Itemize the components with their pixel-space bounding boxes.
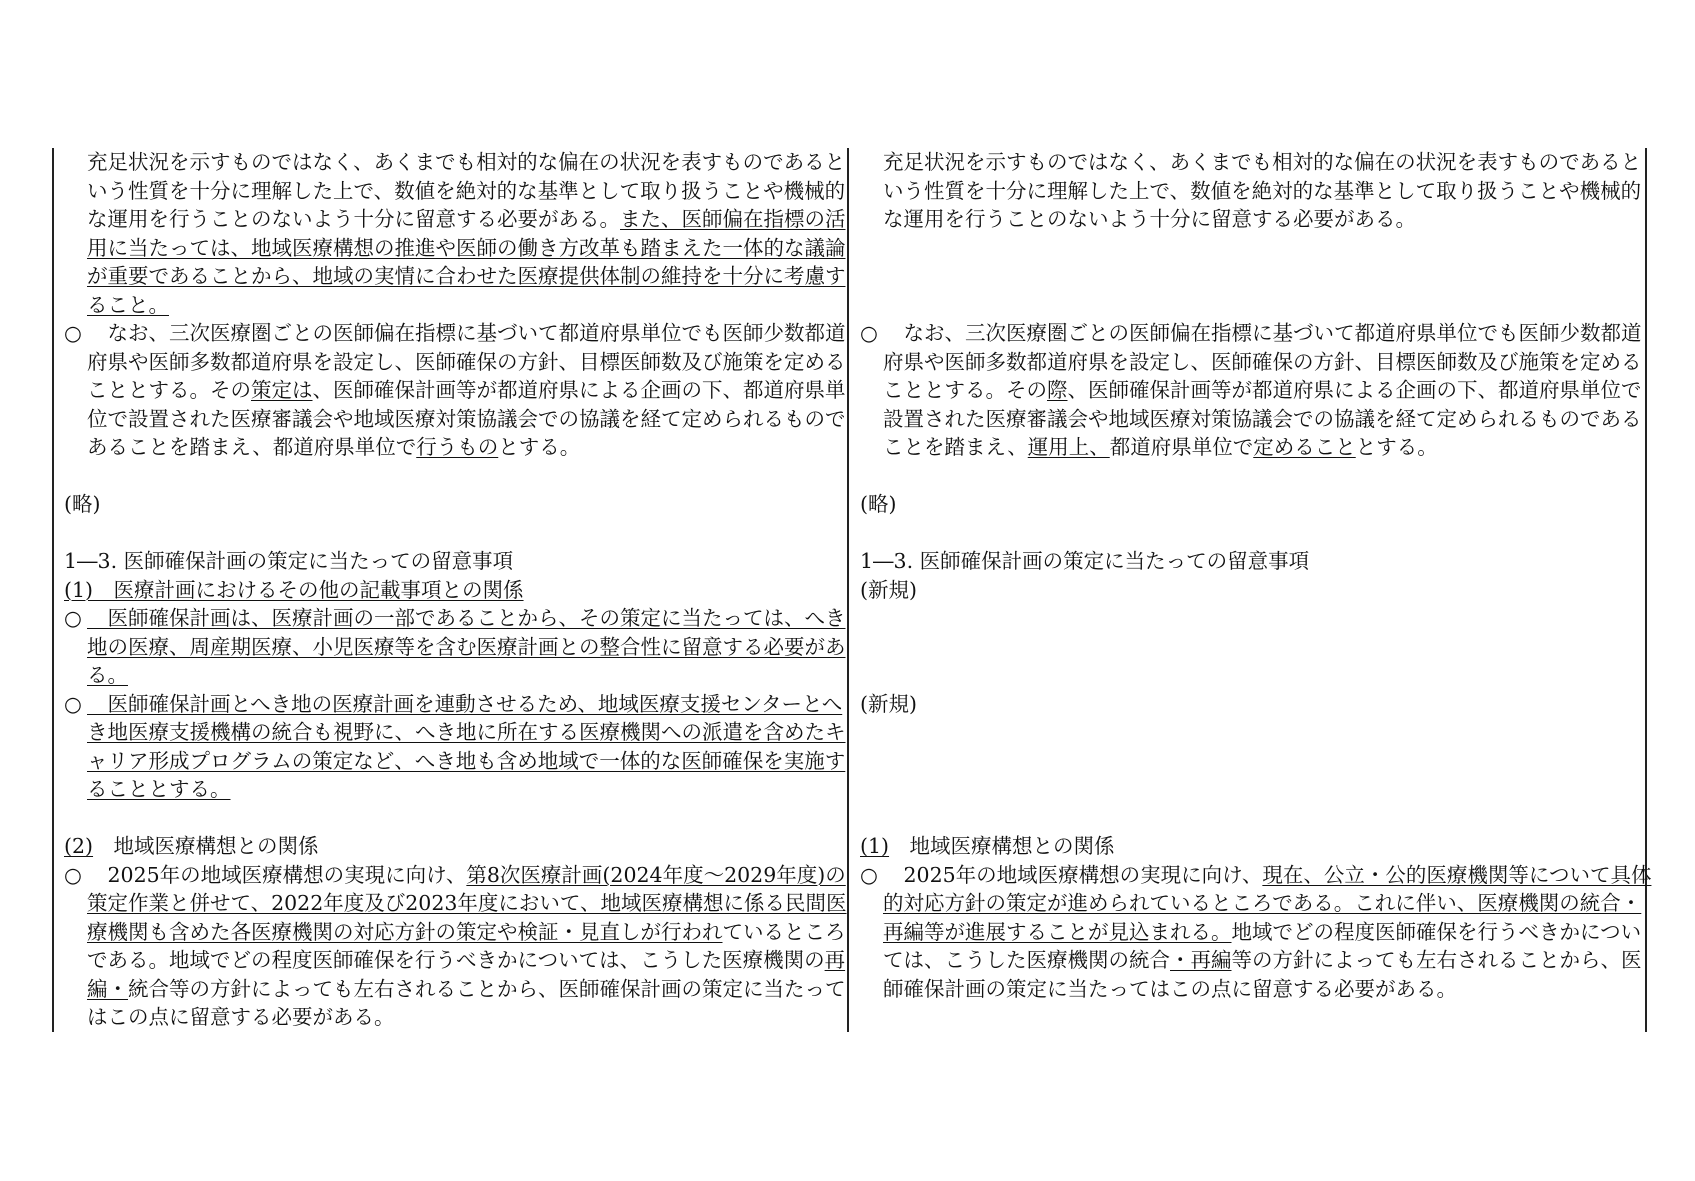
left-column-revised [64, 148, 847, 1032]
bullet-regional-vision-text [87, 861, 857, 1032]
text-run: ているところである。地域でどの程度医師確保を行うべきかについては、こうした医療機関の [87, 919, 846, 972]
paragraph-prefecture-indicator-text [87, 319, 857, 462]
subsection-heading-regional-vision [64, 832, 834, 861]
text-run: なお、三次医療圏ごとの医師偏在指標に基づいて都道府県単位でも医師少数都道府県や医師多数都道府県を設定し、医師確保の方針、目標医師数及び施策を定めることとする。その [87, 321, 846, 402]
underlined-text-run: 現在、公立・公的医療機関等について具体的対応方針の策定が進められているところである。これに伴い、医療機関の統合・再編等が進展することが見込まれる。 [883, 862, 1652, 944]
text-run: 、医師確保計画等が都道府県による企画の下、都道府県単位で設置された医療審議会や地域医療対策協議会での協議を経て定められるものであることを踏まえ、都道府県単位で [87, 378, 846, 459]
new-item-note: (新規) [860, 691, 917, 716]
underlined-text-run: 第8次医療計画(2024年度～2029年度)の策定作業と併せて、2022年度及び2023年度において、地域医療構想に係る民間医療機関も含めた各医療機関の対応方針の策定や検証・見直しが行われ [87, 862, 847, 944]
text-run: 2025年の地域医療構想の実現に向け、 [87, 862, 467, 887]
underlined-text-run: ・再編 [1170, 948, 1232, 972]
paragraph-prefecture-indicator [64, 319, 857, 462]
bullet-regional-vision [860, 861, 1655, 1004]
bullet-regional-vision-text [883, 861, 1655, 1004]
paragraph-sufficiency [64, 148, 857, 319]
text-run: とする。 [1355, 435, 1438, 459]
table-border-left [52, 148, 54, 1032]
subsection-number: (2) [64, 834, 94, 858]
underlined-text-run: 医師確保計画とへき地の医療計画を連動させるため、地域医療支援センターとへき地医療支援機構の統合も視野に、へき地に所在する医療機関への派遣を含めたキャリア形成プログラムの策定など、へき地も含め地域で一体的な医師確保を実施することとする。 [87, 691, 846, 801]
text-run: 、医師確保計画等が都道府県による企画の下、都道府県単位で設置された医療審議会や地域医療対策協議会での協議を経て定められるものであることを踏まえ、 [883, 378, 1642, 459]
underlined-text-run: 策定は [251, 378, 313, 402]
text-run: とする。 [498, 435, 581, 459]
underlined-text-run: 運用上、 [1027, 435, 1110, 459]
new-item-note: (新規) [860, 577, 917, 602]
underlined-text-run: また、医師偏在指標の活用に当たっては、地域医療構想の推進や医師の働き方改革も踏まえた一体的な議論が重要であることから、地域の実情に合わせた医療提供体制の維持を十分に考慮すること。 [87, 207, 846, 317]
omitted-note: (略) [64, 492, 101, 516]
bullet-remote-area-linkage-text [87, 690, 857, 804]
underlined-text-run: 定めること [1253, 435, 1356, 459]
subsection-heading-regional-vision [860, 832, 1632, 861]
subsection-title: 地域医療構想との関係 [93, 834, 319, 858]
bullet-mark: ○ [64, 862, 82, 887]
text-run: なお、三次医療圏ごとの医師偏在指標に基づいて都道府県単位でも医師少数都道府県や医師多数都道府県を設定し、医師確保の方針、目標医師数及び施策を定めることとする。その [883, 321, 1642, 402]
underlined-text-run: 行うもの [416, 435, 499, 459]
bullet-regional-vision [64, 861, 857, 1032]
section-heading: 1―3. 医師確保計画の策定に当たっての留意事項 [860, 549, 1310, 573]
underlined-text-run: 再編・ [87, 948, 846, 1001]
underlined-text-run: 際 [1047, 378, 1068, 402]
subsection-title: 地域医療構想との関係 [889, 834, 1115, 858]
omitted-note: (略) [860, 492, 897, 516]
subsection-number: (1) [860, 834, 890, 858]
text-run: 充足状況を示すものではなく、あくまでも相対的な偏在の状況を表すものであるという性質を十分に理解した上で、数値を絶対的な基準として取り扱うことや機械的な運用を行うことのないよう十分に留意する必要がある。 [883, 150, 1642, 231]
text-run: 等の方針によっても左右されることから、医師確保計画の策定に当たってはこの点に留意する必要がある。 [883, 948, 1642, 1001]
bullet-mark: ○ [860, 862, 878, 887]
bullet-consistency-medical-plan-text [87, 604, 857, 690]
paragraph-sufficiency [860, 148, 1655, 234]
bullet-consistency-medical-plan [64, 604, 857, 690]
bullet-remote-area-linkage [64, 690, 857, 804]
bullet-mark: ○ [64, 606, 82, 630]
text-run: 充足状況を示すものではなく、あくまでも相対的な偏在の状況を表すものであるという性質を十分に理解した上で、数値を絶対的な基準として取り扱うことや機械的な運用を行うことのないよう十分に留意する必要がある。 [87, 150, 846, 231]
right-column-current [860, 148, 1652, 1032]
text-run: 2025年の地域医療構想の実現に向け、 [883, 862, 1263, 887]
text-run: 地域でどの程度医師確保を行うべきかについては、こうした医療機関の統合 [883, 919, 1642, 972]
paragraph-prefecture-indicator [860, 319, 1655, 462]
paragraph-prefecture-indicator-text [883, 319, 1655, 462]
bullet-mark: ○ [860, 321, 878, 345]
bullet-mark: ○ [64, 321, 82, 345]
text-run: 統合等の方針によっても左右されることから、医師確保計画の策定に当たってはこの点に留意する必要がある。 [87, 976, 846, 1029]
underlined-text-run: 医師確保計画は、医療計画の一部であることから、その策定に当たっては、へき地の医療、周産期医療、小児医療等を含む医療計画との整合性に留意する必要がある。 [87, 606, 846, 687]
subsection-heading-other-items: (1) 医療計画におけるその他の記載事項との関係 [64, 577, 524, 602]
text-run: 都道府県単位で [1109, 435, 1254, 459]
bullet-mark: ○ [64, 691, 82, 716]
section-heading: 1―3. 医師確保計画の策定に当たっての留意事項 [64, 549, 514, 573]
